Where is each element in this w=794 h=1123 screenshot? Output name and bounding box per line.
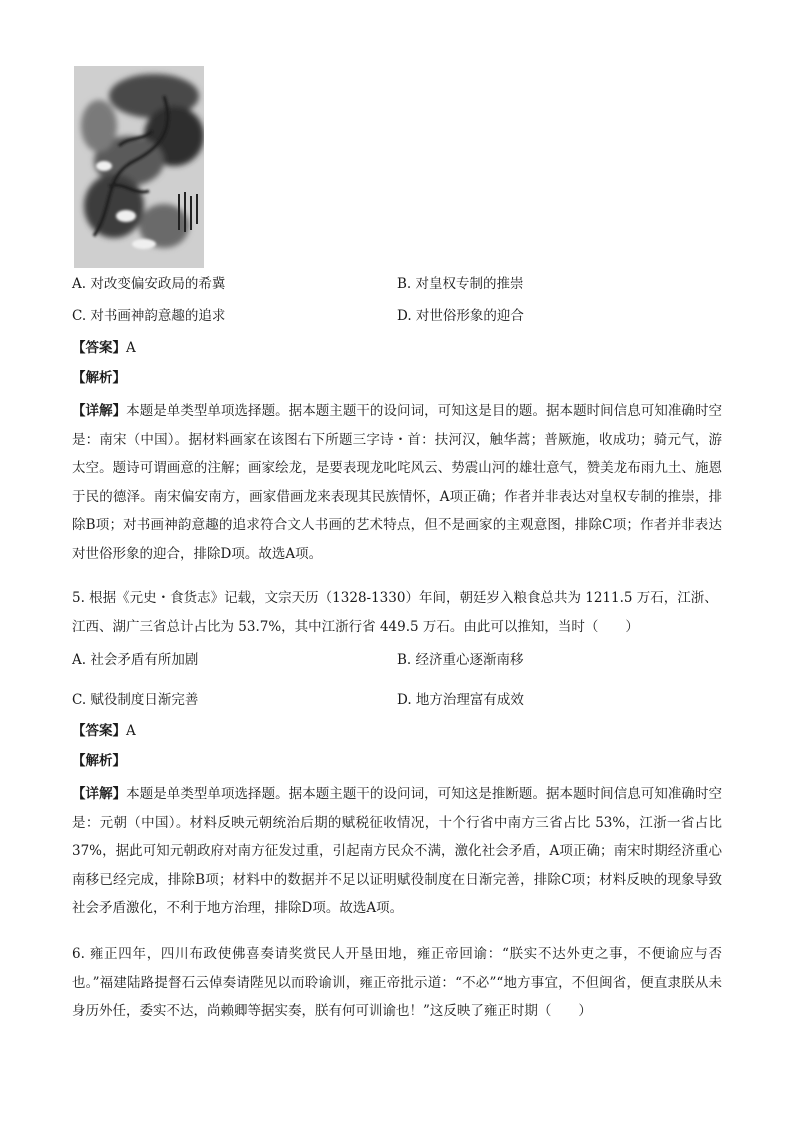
answer-label: 【答案】 (72, 340, 126, 356)
q5-answer: A (126, 723, 136, 739)
q5-answer-line: 【答案】A (72, 723, 136, 739)
q4-answer: A (126, 340, 136, 356)
q4-option-b: B. 对皇权专制的推崇 (397, 276, 524, 292)
q5-analysis-label: 【解析】 (72, 753, 126, 769)
q5-option-b: B. 经济重心逐渐南移 (397, 652, 524, 668)
q4-analysis-label: 【解析】 (72, 370, 126, 386)
q5-question: 5. 根据《元史・食货志》记载，文宗天历（1328-1330）年间，朝廷岁入粮食总共为 1211.5 万石，江浙、江西、湖广三省总计占比为 53.7%，其中江浙行省 449.5 万石。由此可以推知，当时（ ） (72, 590, 718, 635)
q5-option-d: D. 地方治理富有成效 (397, 692, 524, 708)
q6-question: 6. 雍正四年，四川布政使佛喜奏请奖赏民人开垦田地，雍正帝回谕：“朕实不达外吏之事，不便谕应与否也。”福建陆路提督石云倬奏请陛见以而聆谕训，雍正帝批示道：“不必”“地方事宜，不但闽省，便直隶朕从未身历外任，委实不达，尚赖卿等据实奏，朕有何可训谕也！”这反映了雍正时期（ ） (72, 946, 722, 1020)
detail-label: 【详解】 (72, 403, 127, 419)
q4-option-d: D. 对世俗形象的迎合 (397, 308, 524, 324)
q4-option-a: A. 对改变偏安政局的希冀 (72, 276, 226, 292)
q5-option-a: A. 社会矛盾有所加剧 (72, 652, 199, 668)
dragon-painting-image (74, 66, 204, 268)
q4-answer-line (72, 338, 136, 358)
q5-explanation: 【详解】本题是单类型单项选择题。据本题主题干的设问词，可知这是推断题。据本题时间信息可知准确时空是：元朝（中国）。材料反映元朝统治后期的赋税征收情况，十个行省中南方三省占比 53%，江浙一省占比 37%，据此可知元朝政府对南方征发过重，引起南方民众不满，激化社会矛盾，A项正确；南宋时期经济重心南移已经完成，排除B项；材料中的数据并不足以证明赋役制度在日渐完善，排除C项；材料反映的现象导致社会矛盾激化，不利于地方治理，排除D项。故选A项。 (72, 786, 723, 917)
q5-option-c: C. 赋役制度日渐完善 (72, 692, 199, 708)
q4-explanation: 【详解】本题是单类型单项选择题。据本题主题干的设问词，可知这是目的题。据本题时间信息可知准确时空是：南宋（中国）。据材料画家在该图右下所题三字诗・首：扶河汉，触华蒿；普厥施，收成功；骑元气，游太空。题诗可谓画意的注解；画家绘龙，是要表现龙叱咤风云、势震山河的雄壮意气，赞美龙布雨九土、施恩于民的德泽。南宋偏安南方，画家借画龙来表现其民族情怀，A项正确；作者并非表达对皇权专制的推崇，排除B项；对书画神韵意趣的追求符合文人书画的艺术特点，但不是画家的主观意图，排除C项；作者并非表达对世俗形象的迎合，排除D项。故选A项。 (72, 403, 723, 562)
q4-option-c: C. 对书画神韵意趣的追求 (72, 308, 226, 324)
